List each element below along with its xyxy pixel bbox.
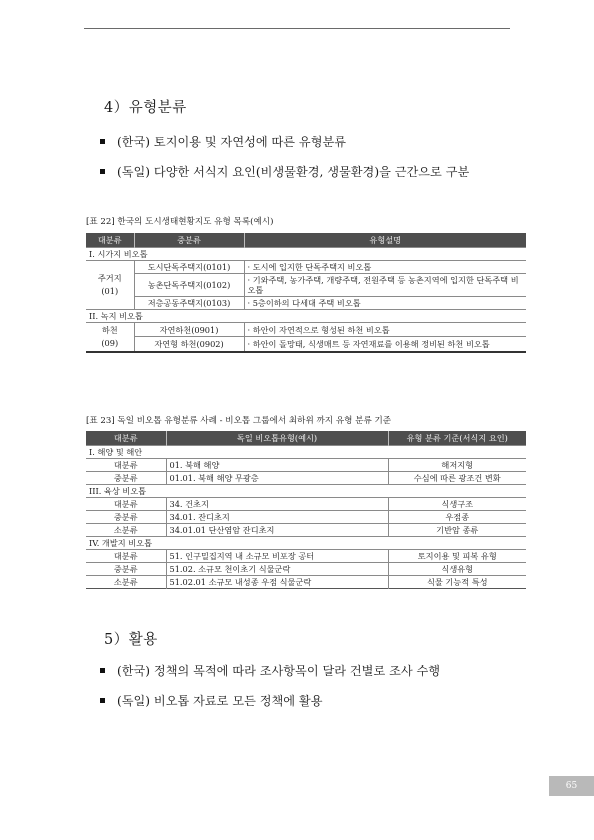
bullet-text: (독일) 비오톱 자료로 모든 정책에 활용 xyxy=(117,694,323,708)
type-cell: 34. 건초지 xyxy=(166,498,388,511)
type-cell: 01.01. 북해 해양 무광층 xyxy=(166,472,388,485)
table-row xyxy=(86,323,526,337)
table-row xyxy=(86,511,526,524)
header-rule xyxy=(84,28,510,29)
middle-cell: 농촌단독주택지(0102) xyxy=(134,274,244,297)
table-row xyxy=(86,459,526,472)
type-cell: 51.02.01 소규모 내성종 우점 식물군락 xyxy=(166,576,388,589)
level-cell: 중분류 xyxy=(86,472,166,485)
type-cell: 51.02. 소규모 천이초기 식물군락 xyxy=(166,563,388,576)
category-label: II. 녹지 비오톱 xyxy=(86,310,526,323)
type-cell: 34.01.01 단산염암 잔디초지 xyxy=(166,524,388,537)
bullet-text: (독일) 다양한 서식지 요인(비생물환경, 생물환경)을 근간으로 구분 xyxy=(117,165,470,179)
category-label: I. 해양 및 해안 xyxy=(86,446,526,459)
middle-cell: 자연하천(0901) xyxy=(134,323,244,337)
category-label: I. 시가지 비오톱 xyxy=(86,248,526,261)
level-cell: 소분류 xyxy=(86,524,166,537)
bullet-text: (한국) 토지이용 및 자연성에 따른 유형분류 xyxy=(117,135,347,149)
table-row xyxy=(86,274,526,297)
basis-cell: 토지이용 및 피복 유형 xyxy=(388,550,526,563)
bullet-korea-usage xyxy=(100,662,440,679)
bullet-germany-classification xyxy=(100,163,469,180)
basis-cell: 식물 기능적 특성 xyxy=(388,576,526,589)
basis-cell: 해저지형 xyxy=(388,459,526,472)
description-cell: · 하안이 돌망태, 식생매트 등 자연재료를 이용해 정비된 하천 비오톱 xyxy=(244,337,526,352)
table-header-row xyxy=(86,233,526,248)
table-row xyxy=(86,337,526,352)
table-row xyxy=(86,550,526,563)
square-bullet-icon xyxy=(100,169,105,174)
category-row xyxy=(86,248,526,261)
bullet-germany-usage xyxy=(100,692,322,709)
level-cell: 대분류 xyxy=(86,550,166,563)
basis-cell: 식생유형 xyxy=(388,563,526,576)
category-row xyxy=(86,310,526,323)
section-heading-5: 5）활용 xyxy=(104,632,158,648)
table-row xyxy=(86,576,526,589)
table-row xyxy=(86,472,526,485)
header-middle: 중분류 xyxy=(134,233,244,248)
basis-cell: 식생구조 xyxy=(388,498,526,511)
description-cell: · 기와주택, 농가주택, 개량주택, 전원주택 등 농촌지역에 입지한 단독주택 비오톱 xyxy=(244,274,526,297)
header-basis: 유형 분류 기준(서식지 요인) xyxy=(388,431,526,446)
header-type: 독일 비오톱유형(예시) xyxy=(166,431,388,446)
middle-cell: 도시단독주택지(0101) xyxy=(134,261,244,274)
category-row xyxy=(86,446,526,459)
square-bullet-icon xyxy=(100,139,105,144)
category-row xyxy=(86,537,526,550)
category-label: IV. 개발지 비오톱 xyxy=(86,537,526,550)
table-row xyxy=(86,524,526,537)
basis-cell: 수심에 따른 광조건 변화 xyxy=(388,472,526,485)
table-row xyxy=(86,563,526,576)
bullet-text: (한국) 정책의 목적에 따라 조사항목이 달라 건별로 조사 수행 xyxy=(117,664,441,678)
section-heading-4: 4）유형분류 xyxy=(104,100,187,116)
table-row xyxy=(86,498,526,511)
level-cell: 소분류 xyxy=(86,576,166,589)
square-bullet-icon xyxy=(100,668,105,673)
table-22 xyxy=(86,233,526,353)
table-header-row xyxy=(86,431,526,446)
level-cell: 대분류 xyxy=(86,459,166,472)
level-cell: 중분류 xyxy=(86,563,166,576)
header-description: 유형설명 xyxy=(244,233,526,248)
basis-cell: 기반암 종류 xyxy=(388,524,526,537)
description-cell: · 하안이 자연적으로 형성된 하천 비오톱 xyxy=(244,323,526,337)
bullet-korea-classification xyxy=(100,133,346,150)
description-cell: · 도시에 입지한 단독주택지 비오톱 xyxy=(244,261,526,274)
description-cell: · 5층이하의 다세대 주택 비오톱 xyxy=(244,297,526,310)
type-cell: 34.01. 잔디초지 xyxy=(166,511,388,524)
table-22-caption: [표 22] 한국의 도시생태현황지도 유형 목록(예시) xyxy=(86,217,274,227)
middle-cell: 저층공동주택지(0103) xyxy=(134,297,244,310)
category-row xyxy=(86,485,526,498)
header-major: 대분류 xyxy=(86,233,134,248)
middle-cell: 자연형 하천(0902) xyxy=(134,337,244,352)
square-bullet-icon xyxy=(100,698,105,703)
major-cell: 하천 (09) xyxy=(86,323,134,353)
type-cell: 51. 인구밀집지역 내 소규모 비포장 공터 xyxy=(166,550,388,563)
basis-cell: 우점종 xyxy=(388,511,526,524)
page-number: 65 xyxy=(549,776,594,796)
category-label: III. 육상 비오톱 xyxy=(86,485,526,498)
table-row xyxy=(86,261,526,274)
major-cell: 주거지 (01) xyxy=(86,261,134,310)
level-cell: 중분류 xyxy=(86,511,166,524)
table-23-caption: [표 23] 독일 비오톱 유형분류 사례 - 비오톱 그룹에서 최하위 까지 유형 분류 기준 xyxy=(86,416,392,426)
header-level: 대분류 xyxy=(86,431,166,446)
type-cell: 01. 북해 해양 xyxy=(166,459,388,472)
table-23 xyxy=(86,431,526,589)
table-row xyxy=(86,297,526,310)
level-cell: 대분류 xyxy=(86,498,166,511)
